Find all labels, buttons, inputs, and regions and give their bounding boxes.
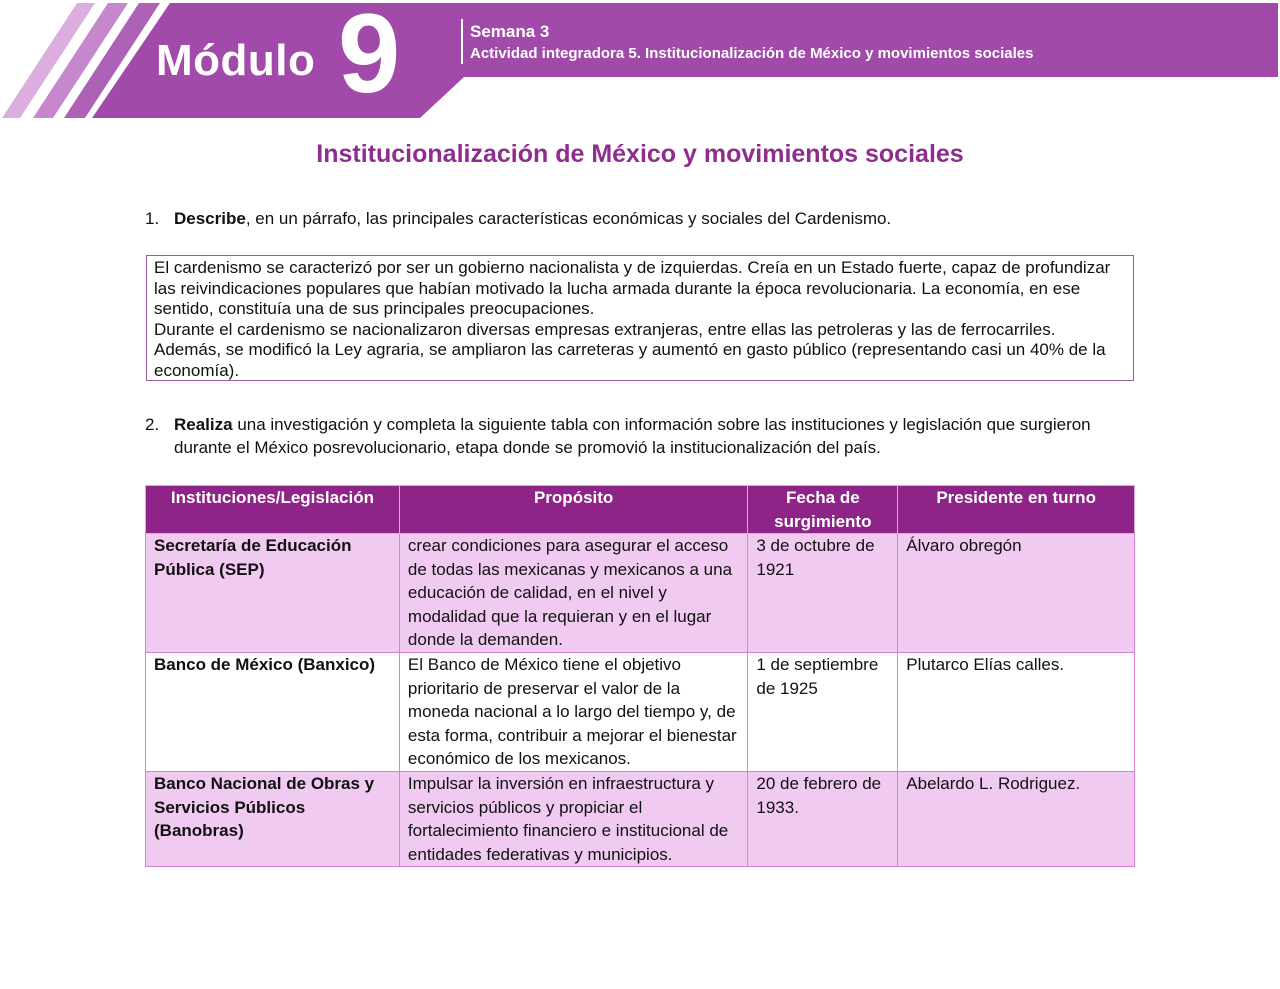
table-row [146,534,1135,653]
header-president: Presidente en turno [898,486,1135,534]
question-1 [145,207,1135,230]
page-title: Institucionalización de México y movimientos sociales [316,140,964,168]
week-label: Semana 3 [470,22,550,41]
question-1-verb: Describe [174,209,246,228]
cell-president: Plutarco Elías calles. [898,653,1135,772]
cell-date: 20 de febrero de 1933. [748,772,898,867]
cell-institution: Secretaría de Educación Pública (SEP) [146,534,400,653]
question-2-number: 2. [145,415,160,434]
cell-date: 3 de octubre de 1921 [748,534,898,653]
answer-box [146,255,1134,381]
answer-paragraph: El cardenismo se caracterizó por ser un gobierno nacionalista y de izquierdas. Creía en un Estado fuerte, capaz de profundizar las reivindicaciones populares que habían motivado la lucha armada durante la época revolucionaria. La economía, en ese sentido, constituía una de sus principales preocupaciones. [154,258,1111,318]
question-2 [145,413,1135,459]
cell-purpose: crear condiciones para asegurar el acceso de todas las mexicanas y mexicanos a una educación de calidad, en el nivel y modalidad que la requieran y en el lugar donde la demanden. [399,534,747,653]
banner-divider [461,19,463,64]
answer-paragraph: Durante el cardenismo se nacionalizaron diversas empresas extranjeras, entre ellas las petroleras y las de ferrocarriles. Además, se modificó la Ley agraria, se ampliaron las carreteras y aumentó en gasto público (representando casi un 40% de la economía). [154,319,1106,380]
institutions-table [145,485,1135,867]
header-purpose: Propósito [399,486,747,534]
question-2-body: una investigación y completa la siguiente tabla con información sobre las instituciones y legislación que surgieron durante el México posrevolucionario, etapa donde se promovió la institucionalización del país. [174,415,1091,457]
cell-president: Abelardo L. Rodriguez. [898,772,1135,867]
cell-institution: Banco de México (Banxico) [146,653,400,772]
table-row [146,772,1135,867]
cell-institution: Banco Nacional de Obras y Servicios Públicos (Banobras) [146,772,400,867]
question-2-text [174,413,1135,459]
header-date: Fecha de surgimiento [748,486,898,534]
module-banner [0,0,1280,125]
question-1-body: , en un párrafo, las principales características económicas y sociales del Cardenismo. [245,209,892,228]
question-1-text [174,207,1135,230]
module-label: Módulo [156,36,316,85]
cell-president: Álvaro obregón [898,534,1135,653]
activity-title: Actividad integradora 5. Institucionalización de México y movimientos sociales [470,45,1034,62]
cell-purpose: Impulsar la inversión en infraestructura y servicios públicos y propiciar el fortalecimiento financiero e institucional de entidades federativas y municipios. [399,772,747,867]
module-number: 9 [338,0,401,116]
question-1-number: 1. [145,209,160,228]
table-header-row [146,486,1135,534]
table-row [146,653,1135,772]
header-institutions: Instituciones/Legislación [146,486,400,534]
question-2-verb: Realiza [174,415,233,434]
cell-date: 1 de septiembre de 1925 [748,653,898,772]
cell-purpose: El Banco de México tiene el objetivo prioritario de preservar el valor de la moneda nacional a lo largo del tiempo y, de esta forma, contribuir a mejorar el bienestar económico de los mexicanos. [399,653,747,772]
